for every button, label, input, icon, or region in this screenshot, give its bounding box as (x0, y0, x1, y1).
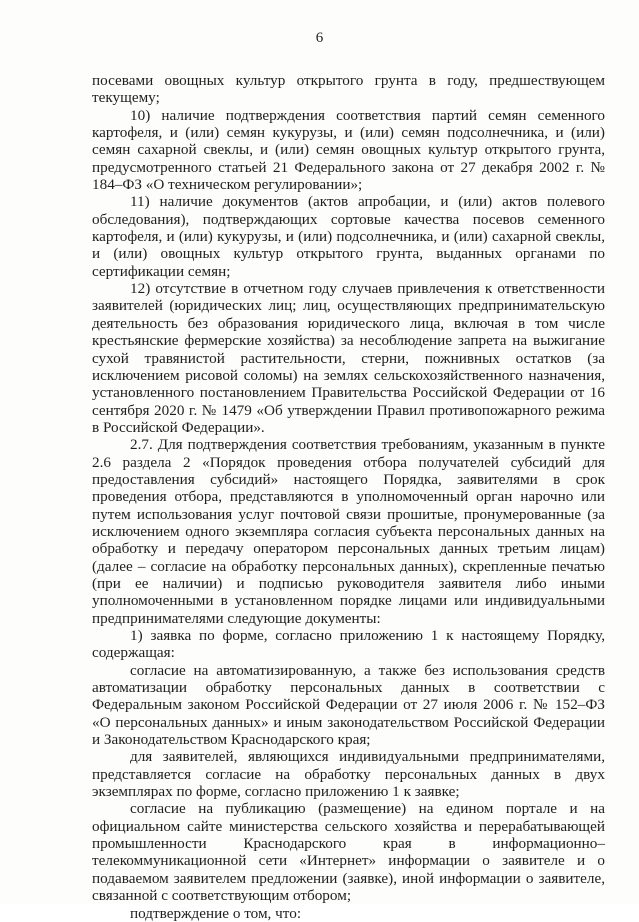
document-body (92, 72, 605, 922)
page-number: 6 (315, 30, 324, 46)
paragraph-consent-processing: согласие на автоматизированную, а также без использования средств автоматизации обработку персональных данных в соответствии с Федеральным законом Российской Федерации от 27 июля 2006 г. № 152–ФЗ «О персональных данных» и иным законодательством Российской Федерации и Законодательством Краснодарского края; (92, 661, 605, 749)
paragraph-consent-publication: согласие на публикацию (размещение) на едином портале и на официальном сайте министерства сельского хозяйства и перерабатывающей промышленности Краснодарского края в информационно–телекоммуникационной сети «Интернет» информации о заявителе и о подаваемом заявителем предложении (заявке), иной информации о заявителе, связанной с соответствующим отбором; (92, 800, 605, 905)
paragraph-item-1-application: 1) заявка по форме, согласно приложению 1 к настоящему Порядку, содержащая: (92, 627, 605, 662)
paragraph-confirmation: подтверждение о том, что: (130, 904, 302, 922)
paragraph-section-2-7: 2.7. Для подтверждения соответствия требованиям, указанным в пункте 2.6 раздела 2 «Порядок проведения отбора получателей субсидий для предоставления субсидий» настоящего Порядка, заявителями в срок проведения отбора, представляются в уполномоченный орган нарочно или путем использования услуг почтовой связи прошитые, пронумерованные (за исключением одного экземпляра согласия субъекта персональных данных на обработку и передачу оператором персональных данных третьим лицам) (далее – согласие на обработку персональных данных), скрепленные печатью (при ее наличии) и подписью руководителя заявителя либо иными уполномоченными в установленном порядке лицами или индивидуальными предпринимателями следующие документы: (92, 436, 605, 627)
paragraph-item-12: 12) отсутствие в отчетном году случаев привлечения к ответственности заявителей (юридических лиц; лиц, осуществляющих предпринимательскую деятельность без образования юридического лица, включая в том числе крестьянские фермерские хозяйства) за несоблюдение запрета на выжигание сухой травянистой растительности, стерни, пожнивных остатков (за исключением рисовой соломы) на землях сельскохозяйственного назначения, установленного постановлением Правительства Российской Федерации от 16 сентября 2020 г. № 1479 «Об утверждении Правил противопожарного режима в Российской Федерации». (92, 280, 605, 436)
paragraph-item-11: 11) наличие документов (актов апробации, и (или) актов полевого обследования), подтверждающих сортовые качества посевов семенного картофеля, и (или) кукурузы, и (или) подсолнечника, и (или) сахарной свеклы, и (или) овощных культур открытого грунта, выданных органами по сертификации семян; (92, 193, 605, 280)
paragraph-continuation: посевами овощных культур открытого грунта в году, предшествующем текущему; (92, 72, 605, 107)
paragraph-entrepreneurs-consent: для заявителей, являющихся индивидуальными предпринимателями, представляется согласие на обработку персональных данных в двух экземплярах по форме, согласно приложению 1 к заявке; (92, 748, 605, 801)
paragraph-item-10: 10) наличие подтверждения соответствия партий семян семенного картофеля, и (или) семян кукурузы, и (или) семян подсолнечника, и (или) семян сахарной свеклы, и (или) семян овощных культур открытого грунта, предусмотренного статьей 21 Федерального закона от 27 декабря 2002 г. № 184–ФЗ «О техническом регулировании»; (92, 106, 605, 194)
